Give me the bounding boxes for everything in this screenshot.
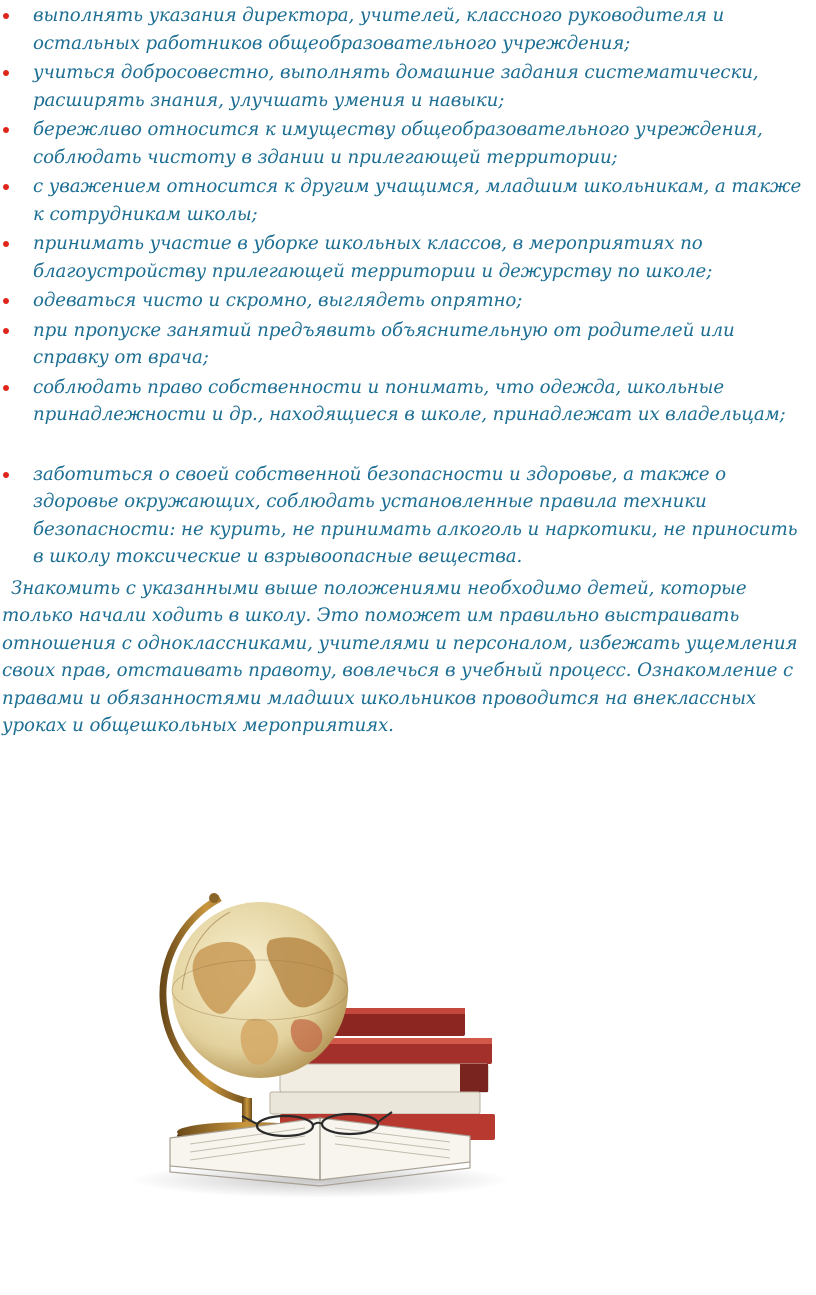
list-item-text: учиться добросовестно, выполнять домашние задания систематически, расширять знания, улучшать умения и навыки; xyxy=(33,62,759,111)
book-pages xyxy=(270,1092,480,1114)
list-item-text: принимать участие в уборке школьных классов, в мероприятиях по благоустройству прилегающей территории и дежурству по школе; xyxy=(33,233,713,282)
bullet-icon xyxy=(3,13,9,19)
list-item-text: бережливо относится к имуществу общеобразовательного учреждения, соблюдать чистоту в здании и прилегающей территории; xyxy=(33,119,763,168)
bullet-icon xyxy=(3,328,9,334)
list-item-text: соблюдать право собственности и понимать, что одежда, школьные принадлежности и др., находящиеся в школе, принадлежат их владельцам; xyxy=(33,376,786,425)
student-duties-list xyxy=(0,0,816,571)
list-item xyxy=(0,59,816,114)
list-item xyxy=(0,173,816,228)
book-pages xyxy=(280,1064,488,1092)
globe-and-books-illustration xyxy=(130,880,510,1200)
list-item xyxy=(0,230,816,285)
book-cover xyxy=(460,1064,488,1092)
bullet-icon xyxy=(3,298,9,304)
list-item xyxy=(0,317,816,372)
bullet-icon xyxy=(3,184,9,190)
list-item-text: при пропуске занятий предъявить объяснительную от родителей или справку от врача; xyxy=(33,319,735,368)
bullet-icon xyxy=(3,127,9,133)
list-item xyxy=(0,116,816,171)
list-item-text: с уважением относится к другим учащимся, младшим школьникам, а также к сотрудникам школы; xyxy=(33,176,802,225)
globe-pin xyxy=(209,893,219,903)
list-item xyxy=(0,287,816,315)
intro-paragraph: Знакомить с указанными выше положениями необходимо детей, которые только начали ходить в школу. Это поможет им правильно выстраивать отношения с одноклассниками, учителями и персоналом, избежать ущемления своих прав, отстаивать правоту, вовлечься в учебный процесс. Ознакомление с правами и обязанностями младших школьников проводится на внеклассных уроках и общешкольных мероприятиях. xyxy=(2,577,798,736)
bullet-icon xyxy=(3,385,9,391)
bullet-icon xyxy=(3,241,9,247)
bullet-icon xyxy=(3,70,9,76)
list-item-text: заботиться о своей собственной безопасности и здоровье, а также о здоровье окружающих, соблюдать установленные правила техники безопасности: не курить, не принимать алкоголь и наркотики, не приносить в школу токсические и взрывоопасные вещества. xyxy=(33,463,798,567)
list-item xyxy=(0,374,816,429)
bullet-icon xyxy=(3,472,9,478)
list-item-text: одеваться чисто и скромно, выглядеть опрятно; xyxy=(33,290,523,311)
list-item xyxy=(0,2,816,57)
list-item xyxy=(0,461,816,571)
list-item-text: выполнять указания директора, учителей, классного руководителя и остальных работников общеобразовательного учреждения; xyxy=(33,5,725,54)
